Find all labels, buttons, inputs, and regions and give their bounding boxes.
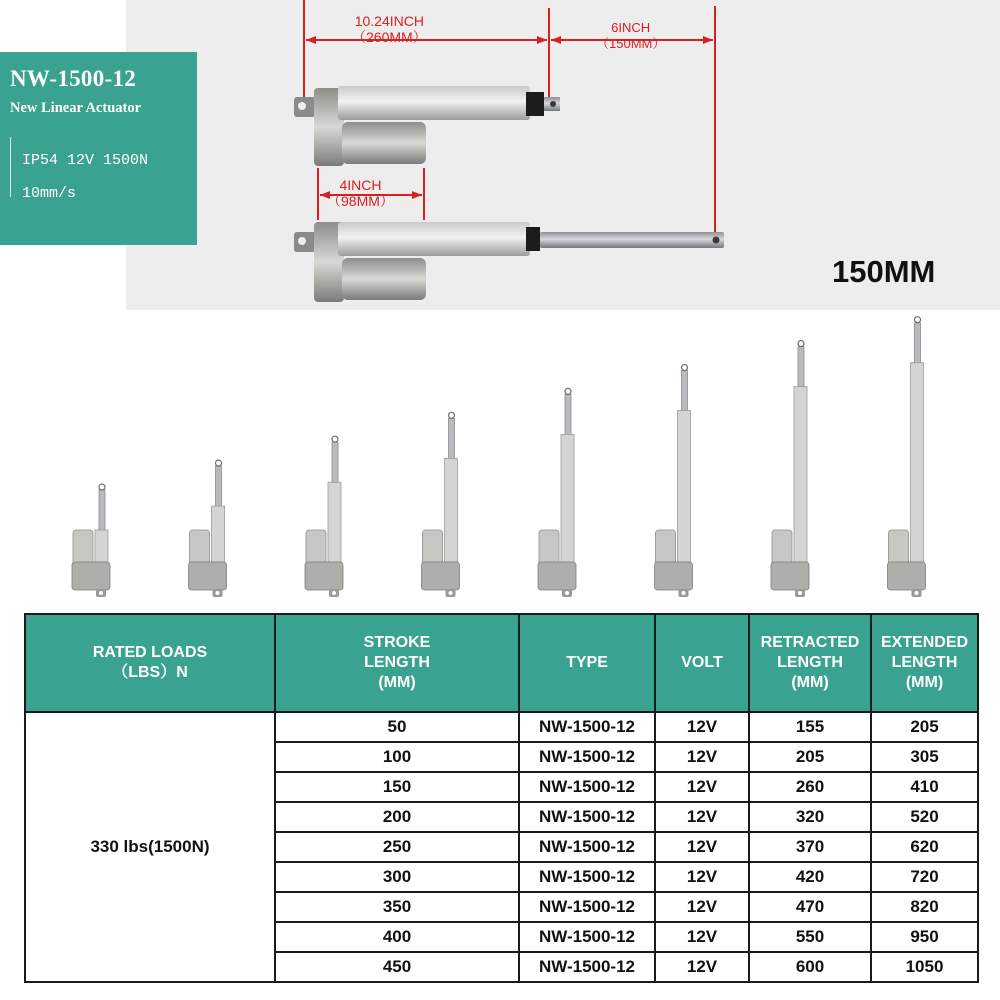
header-extended-l1: EXTENDED xyxy=(880,634,969,651)
cell-type: NW-1500-12 xyxy=(519,802,655,832)
stroke-length-mm: （150MM） xyxy=(596,36,666,51)
cell-volt: 12V xyxy=(655,832,749,862)
cell-volt: 12V xyxy=(655,802,749,832)
cell-type: NW-1500-12 xyxy=(519,772,655,802)
lineup-actuator xyxy=(305,436,343,597)
stroke-length-label xyxy=(596,20,665,52)
info-divider xyxy=(10,137,11,197)
spec-table xyxy=(24,613,979,983)
lineup-actuator xyxy=(189,460,227,597)
body-length-mm: （98MM） xyxy=(327,193,394,209)
product-model: NW-1500-12 xyxy=(10,66,137,91)
cell-volt: 12V xyxy=(655,922,749,952)
header-extended-l2: LENGTH xyxy=(891,654,958,671)
cell-type: NW-1500-12 xyxy=(519,922,655,952)
extended-actuator xyxy=(294,222,724,302)
cell-volt: 12V xyxy=(655,742,749,772)
cell-volt: 12V xyxy=(655,892,749,922)
cell-retracted: 550 xyxy=(749,922,871,952)
cell-retracted: 600 xyxy=(749,952,871,982)
cell-extended: 720 xyxy=(871,862,978,892)
cell-stroke: 250 xyxy=(275,832,519,862)
header-retracted-length xyxy=(749,614,871,712)
header-extended-l3: (MM) xyxy=(905,674,944,691)
cell-retracted: 155 xyxy=(749,712,871,742)
cell-extended: 410 xyxy=(871,772,978,802)
cell-stroke: 150 xyxy=(275,772,519,802)
retracted-actuator xyxy=(294,86,560,166)
lineup-actuator xyxy=(538,388,576,597)
stroke-size-label: 150MM xyxy=(832,254,936,289)
body-length-label xyxy=(327,177,394,209)
cell-volt: 12V xyxy=(655,862,749,892)
cell-type: NW-1500-12 xyxy=(519,892,655,922)
header-extended-length xyxy=(871,614,978,712)
retracted-length-inch: 10.24INCH xyxy=(354,13,424,29)
cell-stroke: 350 xyxy=(275,892,519,922)
header-stroke-l1: STROKE xyxy=(363,634,431,651)
product-spec-line1: IP54 12V 1500N xyxy=(22,152,149,169)
body-length-inch: 4INCH xyxy=(339,177,382,193)
lineup-actuator xyxy=(422,412,460,597)
table-row xyxy=(25,712,978,742)
header-stroke-length xyxy=(275,614,519,712)
header-rated-loads xyxy=(25,614,275,712)
cell-retracted: 420 xyxy=(749,862,871,892)
cell-retracted: 470 xyxy=(749,892,871,922)
cell-type: NW-1500-12 xyxy=(519,832,655,862)
lineup-actuator xyxy=(655,365,693,598)
cell-type: NW-1500-12 xyxy=(519,712,655,742)
cell-type: NW-1500-12 xyxy=(519,952,655,982)
cell-retracted: 260 xyxy=(749,772,871,802)
lineup-actuator xyxy=(771,341,809,597)
cell-stroke: 200 xyxy=(275,802,519,832)
cell-stroke: 450 xyxy=(275,952,519,982)
header-volt: VOLT xyxy=(655,614,749,712)
cell-stroke: 300 xyxy=(275,862,519,892)
retracted-length-mm: （260MM） xyxy=(352,29,427,45)
cell-volt: 12V xyxy=(655,952,749,982)
product-spec-line2: 10mm/s xyxy=(22,185,77,202)
cell-volt: 12V xyxy=(655,772,749,802)
cell-retracted: 320 xyxy=(749,802,871,832)
stroke-length-inch: 6INCH xyxy=(611,20,651,35)
header-stroke-l3: (MM) xyxy=(378,674,416,691)
cell-stroke: 50 xyxy=(275,712,519,742)
header-rated-loads-l2: （LBS）N xyxy=(112,664,188,681)
rated-load-cell: 330 lbs(1500N) xyxy=(25,712,275,982)
cell-stroke: 100 xyxy=(275,742,519,772)
header-retracted-l3: (MM) xyxy=(791,674,829,691)
header-type: TYPE xyxy=(519,614,655,712)
cell-type: NW-1500-12 xyxy=(519,862,655,892)
cell-extended: 1050 xyxy=(871,952,978,982)
product-subtitle: New Linear Actuator xyxy=(10,100,142,116)
cell-extended: 950 xyxy=(871,922,978,952)
header-retracted-l1: RETRACTED xyxy=(760,634,860,651)
header-rated-loads-l1: RATED LOADS xyxy=(92,644,208,661)
cell-extended: 820 xyxy=(871,892,978,922)
lineup-actuator xyxy=(888,317,926,597)
cell-extended: 620 xyxy=(871,832,978,862)
product-info-box xyxy=(0,52,197,245)
table-header-row xyxy=(25,614,978,712)
cell-extended: 305 xyxy=(871,742,978,772)
cell-retracted: 205 xyxy=(749,742,871,772)
cell-extended: 205 xyxy=(871,712,978,742)
header-retracted-l2: LENGTH xyxy=(777,654,843,671)
cell-type: NW-1500-12 xyxy=(519,742,655,772)
lineup-actuator xyxy=(72,484,110,597)
cell-retracted: 370 xyxy=(749,832,871,862)
header-stroke-l2: LENGTH xyxy=(364,654,430,671)
cell-volt: 12V xyxy=(655,712,749,742)
cell-extended: 520 xyxy=(871,802,978,832)
cell-stroke: 400 xyxy=(275,922,519,952)
retracted-length-label xyxy=(352,13,427,45)
